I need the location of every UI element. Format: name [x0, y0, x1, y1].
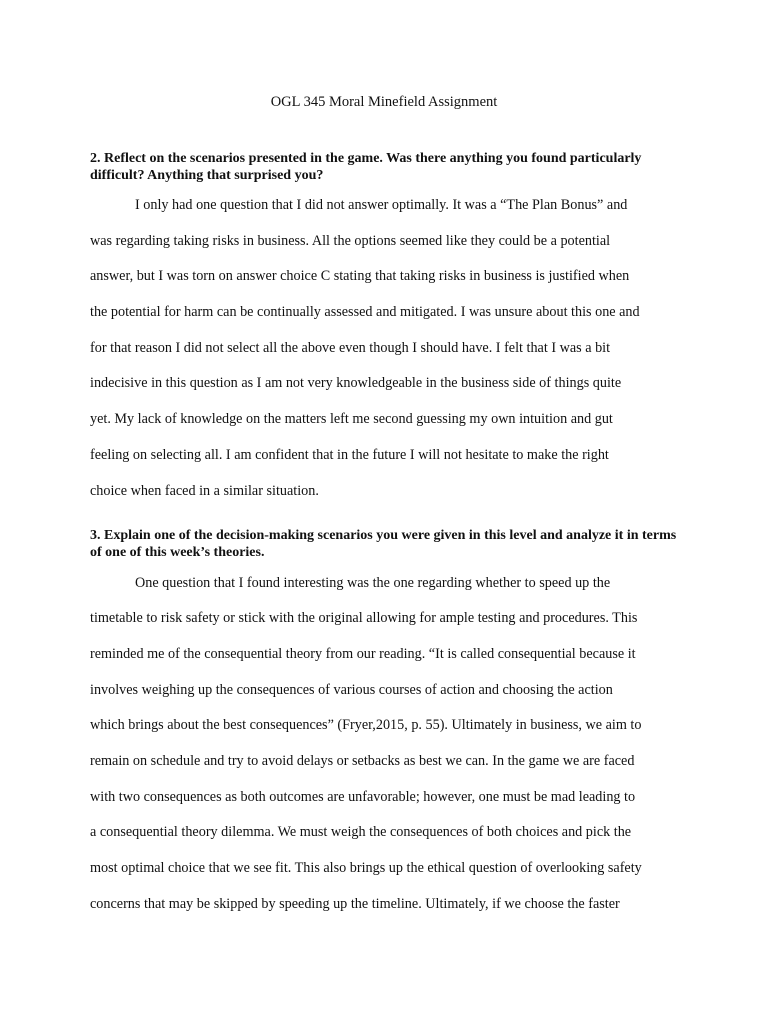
- paragraph-line: involves weighing up the consequences of various courses of action and choosing the action: [90, 682, 613, 698]
- paragraph-line: timetable to risk safety or stick with the original allowing for ample testing and procedures. This: [90, 610, 638, 626]
- paragraph-line: for that reason I did not select all the above even though I should have. I felt that I was a bit: [90, 340, 611, 356]
- paragraph-line: One question that I found interesting was the one regarding whether to speed up the: [135, 575, 611, 591]
- paragraph-line: feeling on selecting all. I am confident that in the future I will not hesitate to make the right: [90, 447, 609, 463]
- document-title: OGL 345 Moral Minefield Assignment: [270, 94, 498, 110]
- paragraph-line: remain on schedule and try to avoid delays or setbacks as best we can. In the game we are faced: [90, 753, 635, 769]
- question-3-heading: 3. Explain one of the decision-making scenarios you were given in this level and analyze it in terms of one of this week’s theories.: [90, 528, 677, 560]
- paragraph-line: concerns that may be skipped by speeding up the timeline. Ultimately, if we choose the faster: [90, 896, 620, 912]
- paragraph-line: with two consequences as both outcomes are unfavorable; however, one must be mad leading to: [90, 789, 636, 805]
- paragraph-line: was regarding taking risks in business. All the options seemed like they could be a potential: [90, 233, 611, 249]
- paragraph-line: most optimal choice that we see fit. This also brings up the ethical question of overlooking safety: [90, 860, 642, 876]
- paragraph-line: reminded me of the consequential theory from our reading. “It is called consequential because it: [90, 646, 636, 662]
- paragraph-line: which brings about the best consequences” (Fryer,2015, p. 55). Ultimately in business, we aim to: [90, 717, 642, 733]
- paragraph-line: I only had one question that I did not answer optimally. It was a “The Plan Bonus” and: [135, 197, 628, 213]
- paragraph-line: choice when faced in a similar situation.: [90, 483, 319, 499]
- paragraph-line: yet. My lack of knowledge on the matters left me second guessing my own intuition and gut: [90, 411, 613, 427]
- paragraph-line: indecisive in this question as I am not very knowledgeable in the business side of things quite: [90, 375, 622, 391]
- paragraph-line: a consequential theory dilemma. We must weigh the consequences of both choices and pick the: [90, 824, 632, 840]
- paragraph-line: answer, but I was torn on answer choice C stating that taking risks in business is justified when: [90, 268, 630, 284]
- paragraph-line: the potential for harm can be continually assessed and mitigated. I was unsure about this one and: [90, 304, 640, 320]
- question-2-heading: 2. Reflect on the scenarios presented in the game. Was there anything you found particularly difficult? Anything that surprised you?: [90, 151, 642, 183]
